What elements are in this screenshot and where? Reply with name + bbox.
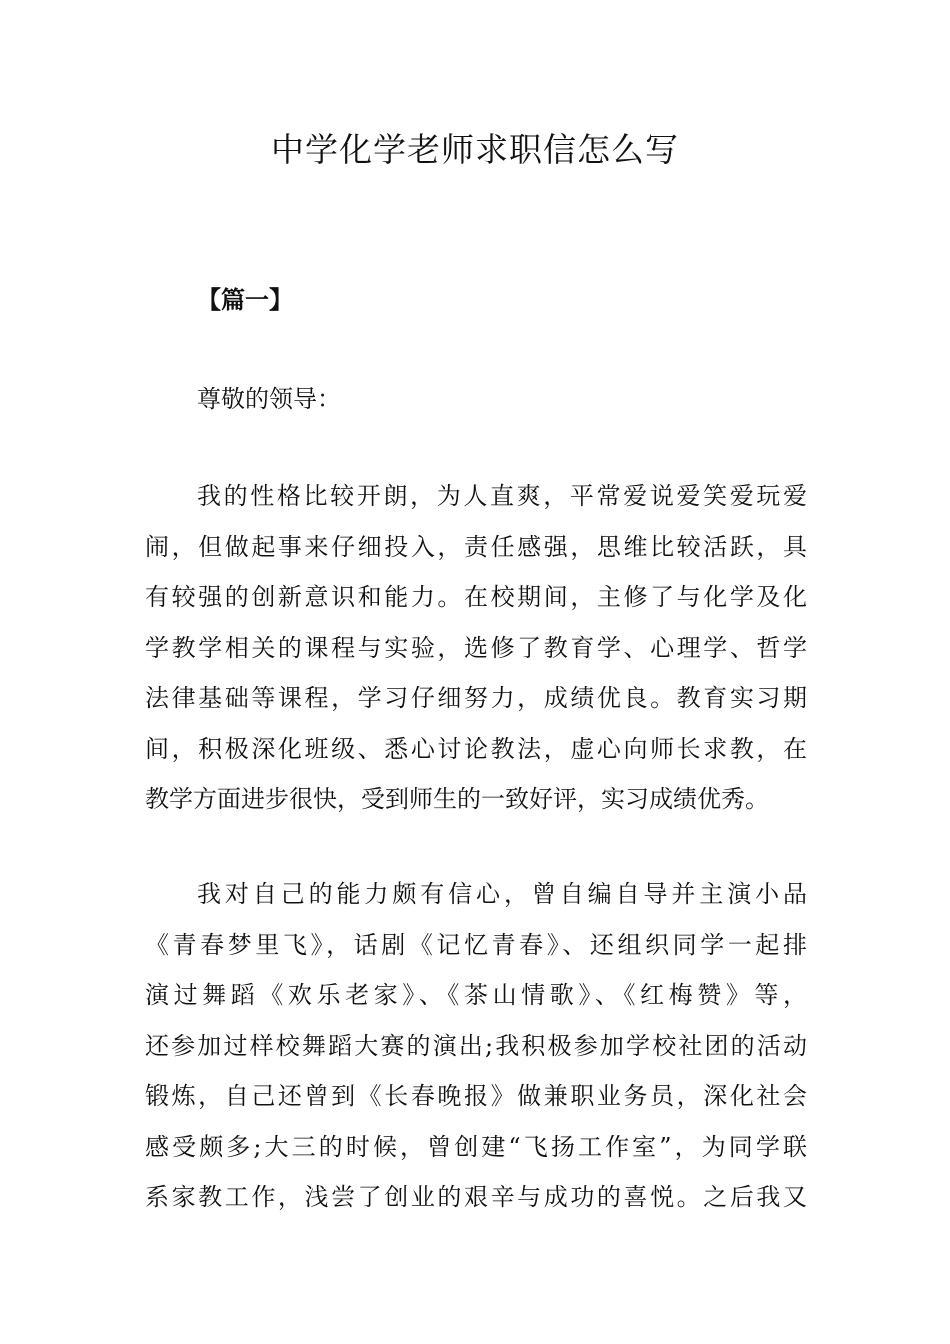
paragraph-line: 感受颇多;大三的时候，曾创建“飞扬工作室”，为同学联: [145, 1132, 807, 1161]
paragraph-line: 我的性格比较开朗，为人直爽，平常爱说爱笑爱玩爱: [197, 482, 807, 510]
paragraph-line: 锻炼，自己还曾到《长春晚报》做兼职业务员，深化社会: [145, 1082, 807, 1110]
body-paragraph-1: [145, 471, 807, 825]
paragraph-line: 演过舞蹈《欢乐老家》、《茶山情歌》、《红梅赞》等，: [145, 981, 807, 1009]
section-label: 【篇一】: [197, 285, 293, 314]
salutation: 尊敬的领导：: [197, 385, 341, 413]
paragraph-line: 有较强的创新意识和能力。在校期间，主修了与化学及化: [145, 583, 807, 611]
paragraph-line: 还参加过样校舞蹈大赛的演出;我积极参加学校社团的活动: [145, 1031, 807, 1060]
paragraph-line: 《青春梦里飞》，话剧《记忆青春》、还组织同学一起排: [145, 930, 807, 959]
paragraph-line: 间，积极深化班级、悉心讨论教法，虚心向师长求教，在: [145, 734, 807, 763]
paragraph-line: 我对自己的能力颇有信心，曾自编自导并主演小品: [197, 880, 807, 908]
paragraph-line: 系家教工作，浅尝了创业的艰辛与成功的喜悦。之后我又: [145, 1183, 807, 1211]
paragraph-line: 闹，但做起事来仔细投入，责任感强，思维比较活跃，具: [145, 532, 807, 561]
body-paragraph-2: [145, 869, 807, 1223]
paragraph-line: 教学方面进步很快，受到师生的一致好评，实习成绩优秀。: [145, 785, 769, 813]
paragraph-line: 法律基础等课程，学习仔细努力，成绩优良。教育实习期: [145, 684, 807, 712]
paragraph-line: 学教学相关的课程与实验，选修了教育学、心理学、哲学: [145, 633, 807, 662]
document-title: 中学化学老师求职信怎么写: [271, 130, 679, 169]
